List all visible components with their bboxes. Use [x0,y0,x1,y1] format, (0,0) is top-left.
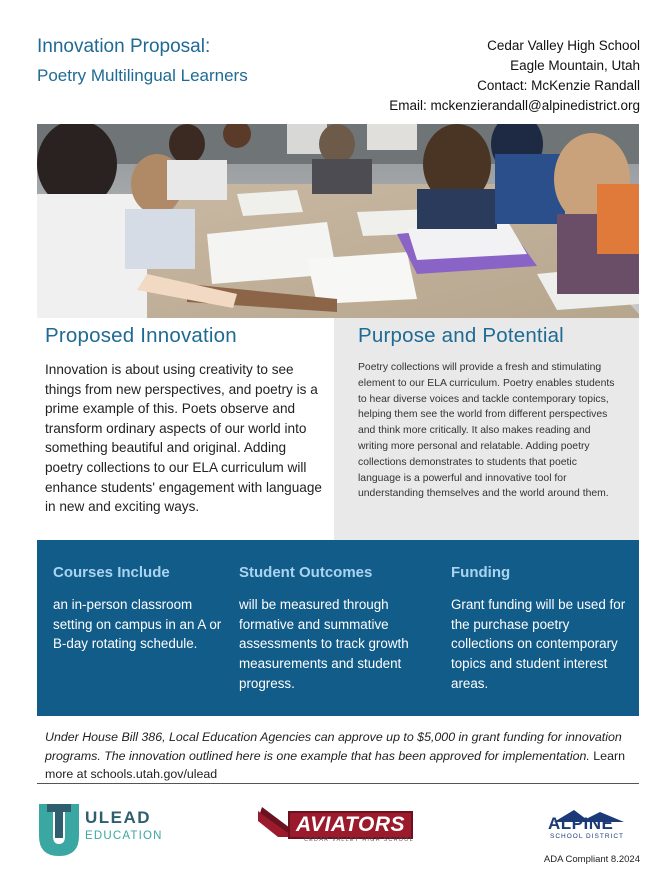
page-subtitle: Poetry Multilingual Learners [37,66,248,85]
aviators-logo [258,803,428,845]
footer-note-link-text[interactable]: Learn more at schools.utah.gov/ulead [45,748,625,782]
outcomes-column [239,564,435,694]
outcomes-body: will be measured through formative and summative assessments to track growth measurements and student progress. [239,597,409,691]
proposed-innovation-body: Innovation is about using creativity to see things from new perspectives, and poetry is a prime example of this. Poets observe and transform ordinary aspects of our world into something beautiful and original. Adding poetry collections to our ELA curriculum will enhance students' engagement with language in new and exciting ways. [45,362,322,515]
footer-note [45,728,637,784]
proposed-innovation-heading: Proposed Innovation [45,324,237,347]
divider [37,783,639,784]
ulead-sub: EDUCATION [85,830,163,842]
aviators-sub: CEDAR VALLEY HIGH SCHOOL [304,837,414,843]
alpine-logo [544,810,640,844]
contact-block [389,36,640,116]
school-location: Eagle Mountain, Utah [510,58,640,73]
funding-heading: Funding [451,564,511,581]
ulead-name: ULEAD [85,808,152,827]
details-band [37,540,639,716]
courses-heading: Courses Include [53,564,170,581]
funding-body: Grant funding will be used for the purchase poetry collections on contemporary topics and student interest areas. [451,597,626,691]
outcomes-heading: Student Outcomes [239,564,373,581]
alpine-name: ALPINE [548,814,614,833]
contact-email: Email: mckenzierandall@alpinedistrict.org [389,98,640,113]
footer-note-italic: Under House Bill 386, Local Education Agencies can approve up to $5,000 in grant funding for innovation programs. The innovation outlined here is one example that has been approved for implementation. [45,730,622,763]
header [0,0,670,124]
page-title: Innovation Proposal: [37,36,211,57]
alpine-sub: SCHOOL DISTRICT [550,833,624,840]
school-name: Cedar Valley High School [487,38,640,53]
courses-body: an in-person classroom setting on campus in an A or B-day rotating schedule. [53,597,222,652]
courses-column [53,564,223,654]
ada-compliance: ADA Compliant 8.2024 [543,854,640,865]
contact-name: Contact: McKenzie Randall [477,78,640,93]
classroom-photo [37,124,639,318]
purpose-heading: Purpose and Potential [358,324,564,347]
aviators-name: AVIATORS [288,811,413,839]
funding-column [451,564,631,694]
purpose-section [334,318,639,540]
ulead-mark-icon [37,800,81,856]
proposed-innovation-section [37,318,334,540]
purpose-body: Poetry collections will provide a fresh and stimulating element to our ELA curriculum. Poetry enables students to hear diverse voices and tackle contemporary topics, helping them see the world from different perspectives and think more critically. It also makes reading and writing more personal and relatable. Adding poetry collections demonstrates to students that poetic language is a powerful and innovative tool for understanding themselves and the world around them. [358,362,615,500]
ulead-logo [37,800,177,856]
